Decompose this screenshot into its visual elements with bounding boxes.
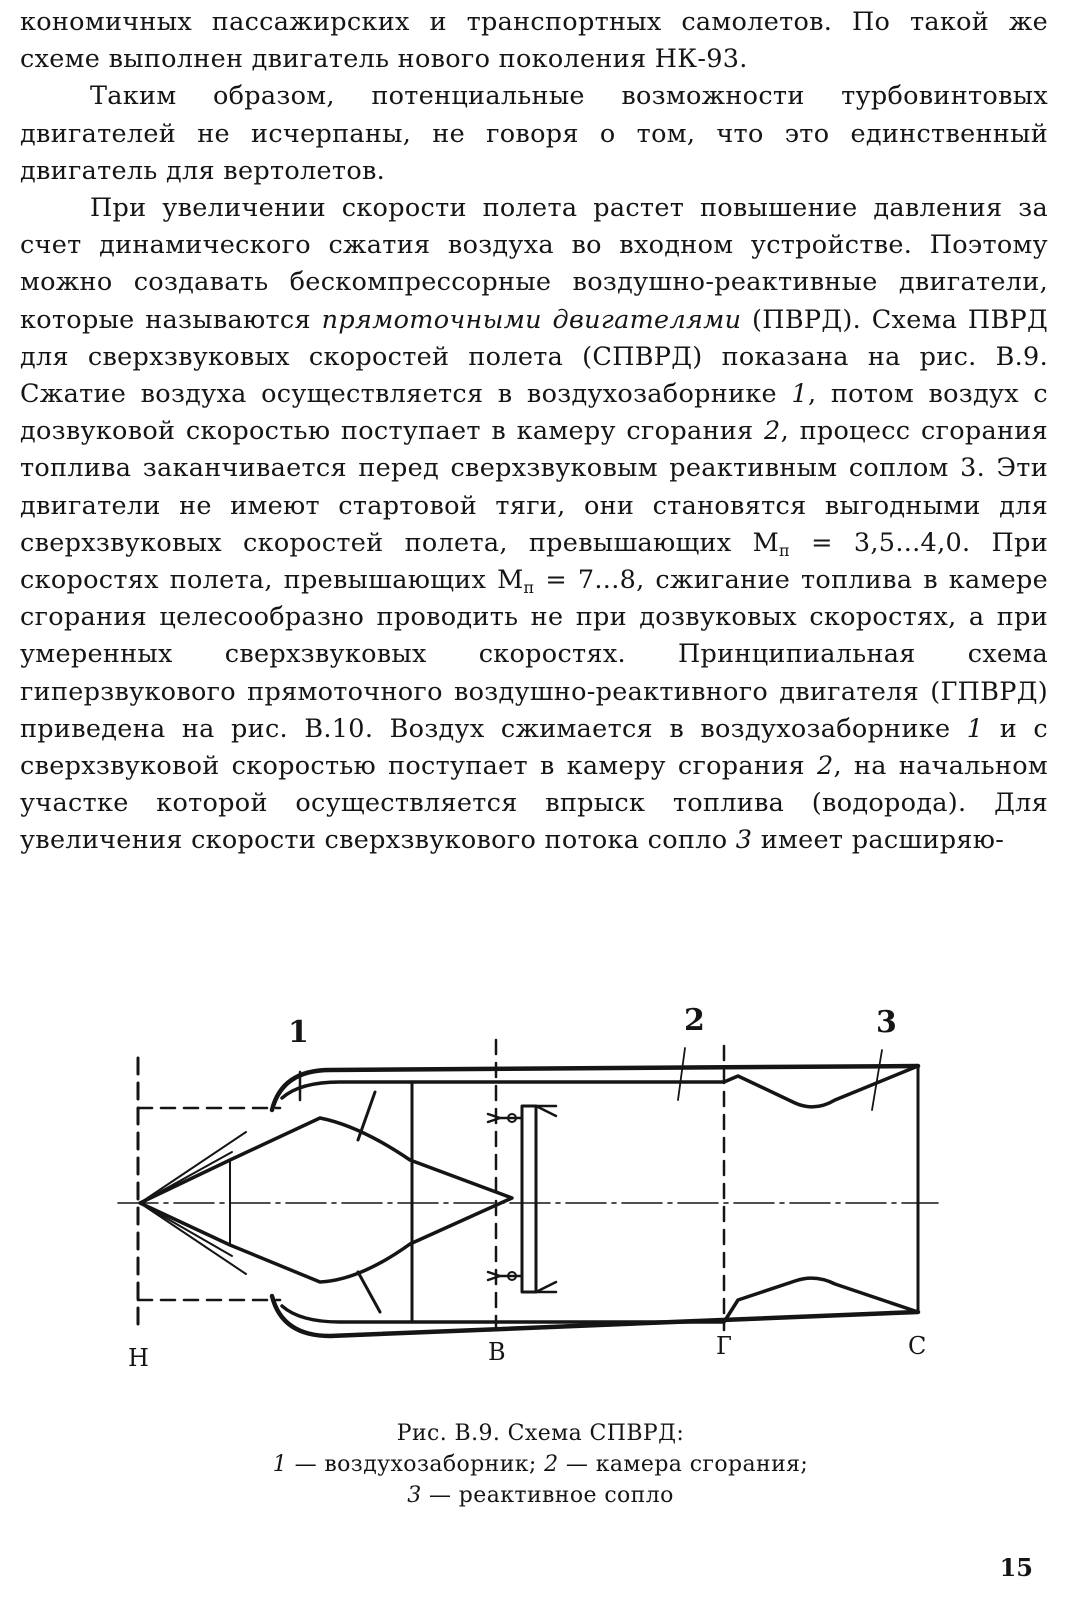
paragraph-3-text: = 7...8, сжигание топлива в камере сгорания целесообразно проводить не при дозвуковых скоростях, а при умеренных сверхзвуковых скоростях. Принципиальная схема гиперзвукового прямоточного воздушно-реактивного двигателя (ГПВРД) приведена на рис. В.10. Воздух сжимается в воздухозаборнике [20,565,1048,744]
station-label-g: Г [716,1332,732,1360]
paragraph-3-text: и с сверхзвуковой скоростью поступает в камеру сгорания [20,713,1048,782]
ramjet-diagram [110,1005,970,1410]
label-2: 2 [684,1005,705,1038]
paragraph-2: Таким образом, потенциальные возможности турбовинтовых двигателей не исчерпаны, не говоря о том, что это единственный двигатель для вертолетов. [20,81,1048,186]
label-3: 3 [876,1005,897,1040]
ref-number: 2 [816,751,834,782]
paragraph-3-text: , потом воздух с дозвуковой скоростью поступает в камеру сгорания [20,379,1048,447]
term-ramjet: прямоточными двигателями [321,304,742,335]
leader-line-2 [678,1048,685,1100]
page-number: 15 [999,1553,1033,1582]
ref-number: 1 [966,713,984,744]
paragraph-3-text: , на начальном участке которой осуществляется впрыск топлива (водорода). Для увеличения скорости сверхзвукового потока сопло [20,751,1048,856]
paragraph-3-text: = 3,5...4,0. При скоростях полета, превышающих М [20,527,1048,596]
flameholder-lip [536,1282,556,1292]
ref-number: 3 [735,825,753,856]
caption-text: — камера сгорания; [558,1452,809,1477]
casing-bottom [272,1296,918,1336]
paragraph-3-text: (ПВРД). Схема ПВРД для сверхзвуковых скоростей полета (СПВРД) показана на рис. В.9. Сжатие воздуха осуществляется в воздухозаборнике [20,304,1048,410]
casing-top [272,1066,918,1110]
flameholder-lip [536,1106,556,1116]
casing-top-inner [282,1066,918,1107]
caption-line-3 [0,1480,1081,1511]
caption-line-2 [0,1449,1081,1480]
paragraph-1: кономичных пассажирских и транспортных самолетов. По такой же схеме выполнен двигатель нового поколения НК-93. [20,7,1048,75]
body-text [20,4,1048,860]
label-1: 1 [288,1015,309,1050]
subscript: п [778,540,790,560]
paragraph-3-text: При увеличении скорости полета растет повышение давления за счет динамического сжатия воздуха во входном устройстве. Поэтому можно создавать бескомпрессорные воздушно-реактивные двигатели, которые называются [20,193,1048,335]
subscript: п [523,578,535,598]
paragraph-3 [20,190,1048,860]
caption-text: — реактивное сопло [421,1483,674,1508]
shock-line [140,1203,232,1256]
flameholder [522,1106,536,1292]
strut [358,1272,380,1312]
caption-text: — воздухозаборник; [287,1452,545,1477]
ref-number: 1 [791,379,808,410]
center-body [140,1118,512,1282]
figure-caption [0,1418,1081,1511]
caption-ref: 1 [272,1452,288,1477]
paragraph-3-text: имеет расширяю- [752,825,1005,856]
paragraph-3-text: , процесс сгорания топлива заканчивается перед сверхзвуковым реактивным соплом 3. Эти двигатели не имеют стартовой тяги, они становятся выгодными для сверхзвуковых скоростей полета, превышающих М [20,416,1048,558]
station-label-c: С [908,1332,927,1360]
caption-title: Рис. В.9. Схема СПВРД: [396,1421,685,1446]
shock-line [140,1152,232,1203]
ref-number: 2 [764,416,781,447]
caption-ref: 2 [544,1452,559,1477]
caption-ref: 3 [407,1483,422,1508]
station-label-v: В [488,1338,506,1366]
station-label-h: Н [128,1344,149,1372]
